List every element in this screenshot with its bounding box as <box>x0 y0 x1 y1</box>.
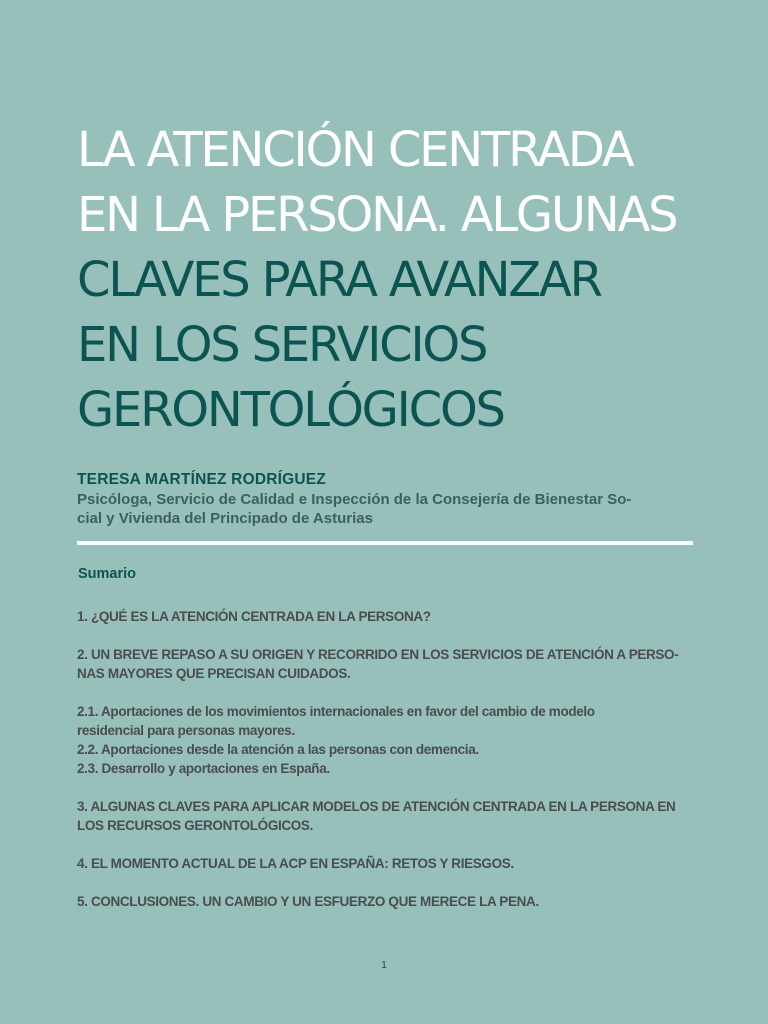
author-block <box>77 470 697 528</box>
toc-item-text: NAS MAYORES QUE PRECISAN CUIDADOS. <box>77 666 351 681</box>
author-name: TERESA MARTÍNEZ RODRÍGUEZ <box>77 471 326 488</box>
toc-item-text: 4. EL MOMENTO ACTUAL DE LA ACP EN ESPAÑA: RETOS Y RIESGOS. <box>77 856 514 871</box>
toc-item-text: 3. ALGUNAS CLAVES PARA APLICAR MODELOS DE ATENCIÓN CENTRADA EN LA PERSONA EN <box>77 799 676 814</box>
author-affiliation <box>77 490 697 528</box>
page-number: 1 <box>381 960 387 971</box>
section-divider <box>77 541 693 545</box>
table-of-contents <box>77 607 687 930</box>
toc-item-3 <box>77 797 687 835</box>
toc-item-2 <box>77 645 687 683</box>
toc-item-text: 2.2. Aportaciones desde la atención a las personas con demencia. <box>77 742 479 757</box>
document-title <box>77 118 737 443</box>
spacer <box>77 778 687 797</box>
toc-item-text: LOS RECURSOS GERONTOLÓGICOS. <box>77 818 313 833</box>
toc-subitem-2-1 <box>77 702 687 740</box>
toc-item-text: 2. UN BREVE REPASO A SU ORIGEN Y RECORRIDO EN LOS SERVICIOS DE ATENCIÓN A PERSO- <box>77 647 679 662</box>
toc-item-1 <box>77 607 687 626</box>
toc-item-text: residencial para personas mayores. <box>77 723 295 738</box>
title-line: CLAVES PARA AVANZAR <box>77 252 601 308</box>
toc-subitem-2-2 <box>77 740 687 759</box>
toc-item-4 <box>77 854 687 873</box>
toc-item-text: 1. ¿QUÉ ES LA ATENCIÓN CENTRADA EN LA PERSONA? <box>77 609 431 624</box>
title-line: EN LOS SERVICIOS <box>77 317 487 373</box>
summary-heading: Sumario <box>78 566 137 582</box>
title-line: EN LA PERSONA. ALGUNAS <box>77 187 677 243</box>
toc-item-text: 2.1. Aportaciones de los movimientos internacionales en favor del cambio de modelo <box>77 704 595 719</box>
author-affiliation-line: Psicóloga, Servicio de Calidad e Inspección de la Consejería de Bienestar So- <box>77 491 632 508</box>
toc-item-text: 5. CONCLUSIONES. UN CAMBIO Y UN ESFUERZO QUE MERECE LA PENA. <box>77 894 539 909</box>
toc-item-5 <box>77 892 687 911</box>
title-line: LA ATENCIÓN CENTRADA <box>77 122 633 178</box>
author-affiliation-line: cial y Vivienda del Principado de Asturias <box>77 510 373 527</box>
title-line: GERONTOLÓGICOS <box>77 382 504 438</box>
toc-subitem-2-3 <box>77 759 687 778</box>
toc-item-text: 2.3. Desarrollo y aportaciones en España. <box>77 761 330 776</box>
